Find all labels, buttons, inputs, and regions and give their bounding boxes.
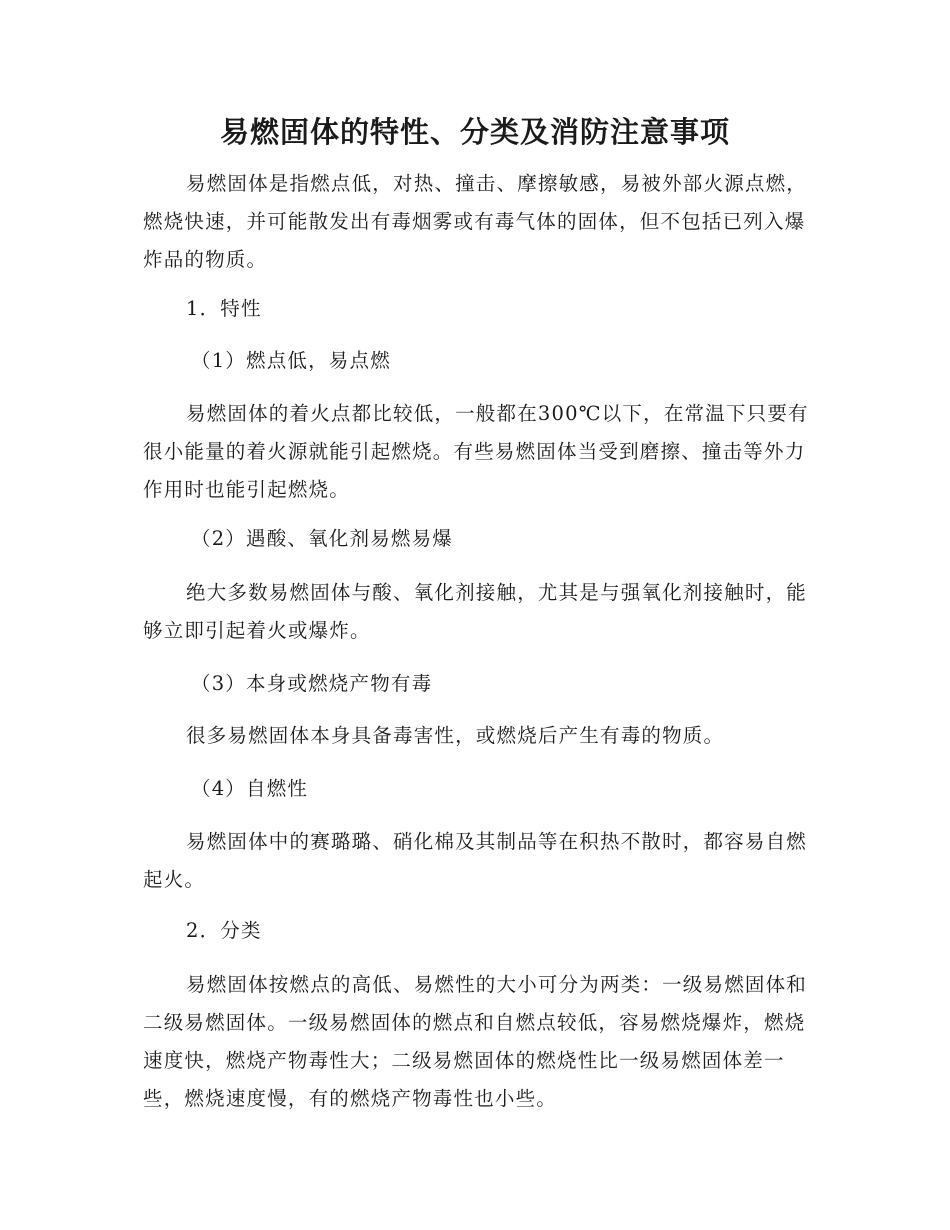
paragraph-low-ignition-point: 易燃固体的着火点都比较低，一般都在300℃以下，在常温下只要有很小能量的着火源就能引起燃烧。有些易燃固体当受到磨擦、撞击等外力作用时也能引起燃烧。 (143, 402, 809, 501)
paragraph-classification: 易燃固体按燃点的高低、易燃性的大小可分为两类：一级易燃固体和二级易燃固体。一级易燃固体的燃点和自燃点较低，容易燃烧爆炸，燃烧速度快，燃烧产物毒性大；二级易燃固体的燃烧性比一级易燃固体差一些，燃烧速度慢，有的燃烧产物毒性也小些。 (143, 973, 808, 1110)
paragraph-acid-oxidizer: 绝大多数易燃固体与酸、氧化剂接触，尤其是与强氧化剂接触时，能够立即引起着火或爆炸。 (143, 581, 808, 642)
section-heading-classification: 2．分类 (186, 919, 262, 942)
paragraph-toxicity: 很多易燃固体本身具备毒害性，或燃烧后产生有毒的物质。 (186, 724, 725, 747)
section-heading-characteristics: 1．特性 (186, 297, 262, 320)
subheading-spontaneous-combustion: （4）自燃性 (191, 777, 309, 800)
subheading-low-ignition-point: （1）燃点低，易点燃 (191, 349, 391, 372)
intro-paragraph: 易燃固体是指燃点低，对热、撞击、摩擦敏感，易被外部火源点燃，燃烧快速，并可能散发出有毒烟雾或有毒气体的固体，但不包括已列入爆炸品的物质。 (143, 172, 808, 271)
subheading-acid-oxidizer: （2）遇酸、氧化剂易燃易爆 (191, 527, 454, 550)
paragraph-spontaneous-combustion: 易燃固体中的赛璐璐、硝化棉及其制品等在积热不散时，都容易自燃起火。 (143, 830, 808, 891)
subheading-toxicity: （3）本身或燃烧产物有毒 (191, 672, 433, 695)
document-title: 易燃固体的特性、分类及消防注意事项 (219, 115, 730, 149)
